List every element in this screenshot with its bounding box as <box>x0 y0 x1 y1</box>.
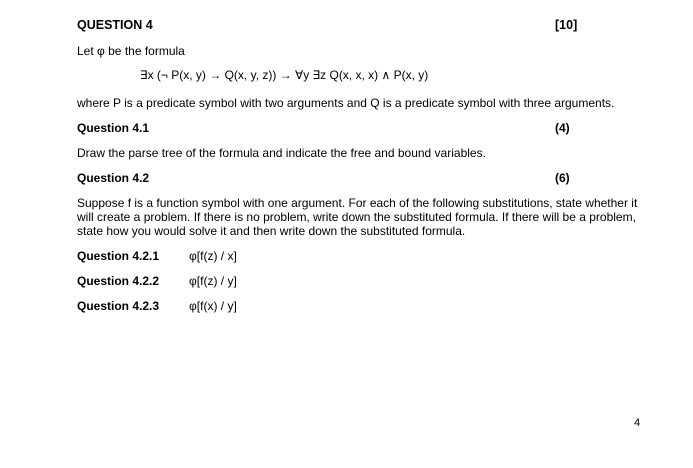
question-4-2-text: Suppose f is a function symbol with one argument. For each of the following substitutions, state whether it will create a problem. If there is no problem, write down the substituted formula. If there will be a problem, state how you would solve it and then write down the substituted formula. <box>77 196 638 238</box>
intro-text: Let φ be the formula <box>77 44 185 58</box>
page-number: 4 <box>634 417 641 429</box>
question-4-2-title: Question 4.2 <box>77 171 150 185</box>
total-marks: [10] <box>555 18 578 32</box>
question-4-2-3-title: Question 4.2.3 <box>77 299 160 313</box>
question-4-1-text: Draw the parse tree of the formula and indicate the free and bound variables. <box>77 146 486 160</box>
question-4-1-title: Question 4.1 <box>77 121 150 135</box>
question-4-2-3-substitution: φ[f(x) / y] <box>189 299 237 313</box>
question-4-2-1-substitution: φ[f(z) / x] <box>189 249 237 263</box>
question-4-2-2-title: Question 4.2.2 <box>77 274 160 288</box>
formula: ∃x (¬ P(x, y) → Q(x, y, z)) → ∀y ∃z Q(x, x, x) ∧ P(x, y) <box>140 68 429 82</box>
question-4-1-marks: (4) <box>555 121 570 135</box>
predicate-explanation: where P is a predicate symbol with two arguments and Q is a predicate symbol with three arguments. <box>77 96 615 110</box>
question-4-2-1-title: Question 4.2.1 <box>77 249 160 263</box>
question-title: QUESTION 4 <box>77 18 153 32</box>
question-4-2-2-substitution: φ[f(z) / y] <box>189 274 237 288</box>
question-4-2-marks: (6) <box>555 171 570 185</box>
